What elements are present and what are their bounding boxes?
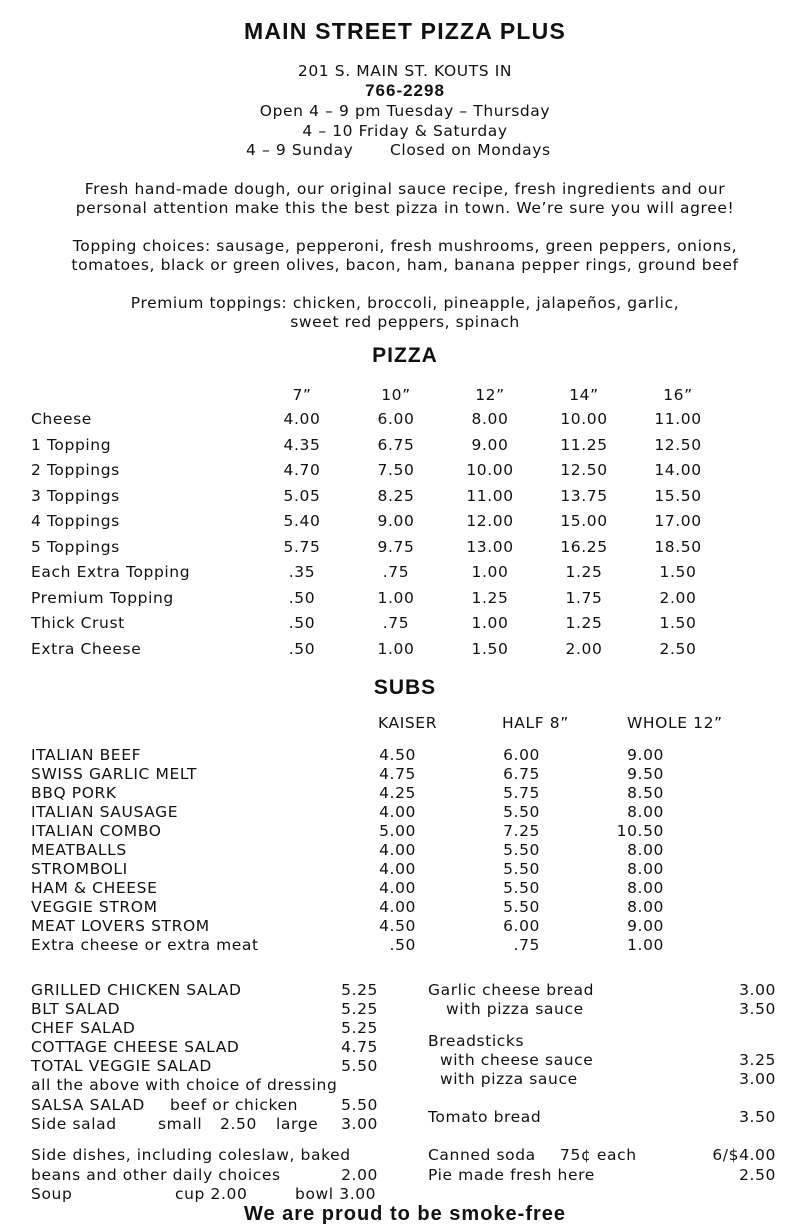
sub-row-label: ITALIAN BEEF	[31, 746, 142, 764]
pizza-row-label: 4 Toppings	[31, 512, 120, 530]
subs-extra-price-whole: 1.00	[627, 936, 664, 954]
salad-item-price: 5.25	[341, 1000, 378, 1018]
pizza-price-cell: 10.00	[560, 410, 608, 428]
garlic-bread-sauce-label: with pizza sauce	[446, 1000, 584, 1018]
sub-price-cell: 5.50	[503, 879, 540, 897]
sub-price-cell: 9.00	[627, 746, 664, 764]
pizza-price-cell: 1.75	[565, 588, 603, 607]
pizza-price-cell: 1.50	[659, 614, 697, 632]
sub-price-cell: 5.00	[379, 822, 416, 840]
pizza-price-cell: 6.75	[377, 435, 415, 454]
pizza-price-cell: 9.75	[377, 537, 415, 556]
pizza-row-label: Premium Topping	[31, 588, 174, 607]
side-salad-small: small	[158, 1115, 203, 1133]
pizza-price-cell: .35	[288, 563, 316, 581]
pizza-price-cell: 2.50	[659, 639, 697, 658]
pizza-price-cell: 1.00	[377, 588, 415, 607]
sub-price-cell: 4.50	[379, 746, 416, 764]
pizza-price-cell: 1.00	[377, 639, 415, 658]
pizza-price-cell: 16.25	[560, 537, 608, 556]
salad-item-price: 5.50	[341, 1057, 378, 1075]
pizza-price-cell: 9.00	[377, 512, 415, 530]
sub-price-cell: 4.00	[379, 860, 416, 878]
salad-item-price: 5.25	[341, 1019, 378, 1037]
salsa-salad-label: SALSA SALAD	[31, 1096, 145, 1114]
pie-price: 2.50	[739, 1166, 776, 1184]
hours-line-2: 4 – 10 Friday & Saturday	[302, 122, 508, 140]
hours-closed: Closed on Mondays	[390, 141, 551, 159]
tomato-bread-price: 3.50	[739, 1108, 776, 1126]
topping-choices-line-1: Topping choices: sausage, pepperoni, fresh mushrooms, green peppers, onions,	[72, 237, 738, 255]
sub-price-cell: 4.00	[379, 841, 416, 859]
pizza-price-cell: .50	[288, 614, 316, 632]
sub-price-cell: 10.50	[616, 822, 664, 840]
soup-bowl: bowl 3.00	[295, 1185, 377, 1203]
canned-soda-price: 6/$4.00	[712, 1146, 776, 1164]
sub-row-label: HAM & CHEESE	[31, 879, 158, 897]
pizza-row-label: Cheese	[31, 410, 92, 428]
sub-price-cell: 6.00	[503, 917, 540, 935]
breadsticks-pizza-price: 3.00	[739, 1070, 776, 1088]
sub-price-cell: 9.00	[627, 917, 664, 935]
sub-row-label: MEAT LOVERS STROM	[31, 917, 210, 935]
intro-fresh-line-1: Fresh hand-made dough, our original sauce recipe, fresh ingredients and our	[84, 180, 726, 198]
sub-row-label: MEATBALLS	[31, 841, 127, 859]
pizza-price-cell: 18.50	[654, 537, 702, 556]
pizza-price-cell: 6.00	[377, 410, 415, 428]
breadsticks-pizza-label: with pizza sauce	[440, 1070, 578, 1088]
pizza-size-header: 12”	[475, 386, 505, 404]
pizza-price-cell: .75	[382, 614, 410, 632]
hours-line-1: Open 4 – 9 pm Tuesday – Thursday	[259, 102, 551, 120]
sub-row-label: BBQ PORK	[31, 784, 117, 802]
pizza-price-cell: 2.00	[659, 588, 697, 607]
breadsticks-label: Breadsticks	[428, 1032, 525, 1050]
sub-price-cell: 6.00	[503, 746, 540, 764]
pizza-heading: PIZZA	[372, 344, 438, 367]
pizza-price-cell: 1.00	[471, 614, 509, 632]
side-salad-large-price: 3.00	[341, 1115, 378, 1133]
canned-soda-each: 75¢ each	[560, 1146, 637, 1164]
sub-price-cell: 5.75	[503, 784, 540, 802]
side-dishes-line-2: beans and other daily choices	[31, 1166, 281, 1184]
salad-item-label: CHEF SALAD	[31, 1019, 136, 1037]
dressing-note: all the above with choice of dressing	[31, 1076, 338, 1094]
breadsticks-cheese-price: 3.25	[739, 1051, 776, 1069]
premium-toppings-line-1: Premium toppings: chicken, broccoli, pineapple, jalapeños, garlic,	[130, 294, 680, 312]
sub-price-cell: 5.50	[503, 841, 540, 859]
salad-item-price: 5.25	[341, 981, 378, 999]
pizza-price-cell: 11.25	[560, 435, 608, 454]
pizza-price-cell: .50	[288, 639, 316, 658]
pizza-price-cell: 4.35	[283, 435, 321, 454]
pizza-price-cell: 12.50	[654, 435, 702, 454]
pizza-price-cell: 13.75	[560, 486, 608, 505]
pizza-price-cell: 10.00	[466, 461, 514, 479]
phone-number: 766-2298	[365, 81, 445, 100]
sub-row-label: ITALIAN SAUSAGE	[31, 803, 179, 821]
salad-item-label: BLT SALAD	[31, 1000, 121, 1018]
salad-item-label: TOTAL VEGGIE SALAD	[31, 1057, 212, 1075]
pizza-price-cell: 4.70	[283, 461, 321, 479]
tomato-bread-label: Tomato bread	[428, 1108, 542, 1126]
soup-cup: cup 2.00	[175, 1185, 248, 1203]
sub-price-cell: 8.00	[627, 898, 664, 916]
garlic-bread-price: 3.00	[739, 981, 776, 999]
pizza-row-label: 3 Toppings	[31, 486, 120, 505]
sub-price-cell: 7.25	[503, 822, 540, 840]
pizza-price-cell: 17.00	[654, 512, 702, 530]
pizza-price-cell: 1.00	[471, 563, 509, 581]
pizza-price-cell: 5.40	[283, 512, 321, 530]
premium-toppings-line-2: sweet red peppers, spinach	[290, 313, 520, 331]
sub-row-label: SWISS GARLIC MELT	[31, 765, 198, 783]
sub-price-cell: 8.00	[627, 803, 664, 821]
pizza-size-header: 10”	[381, 386, 411, 404]
pizza-price-cell: 11.00	[654, 410, 702, 428]
pizza-row-label: 2 Toppings	[31, 461, 120, 479]
sub-price-cell: 6.75	[503, 765, 540, 783]
pizza-price-cell: 11.00	[466, 486, 514, 505]
breadsticks-cheese-label: with cheese sauce	[440, 1051, 594, 1069]
pizza-price-cell: 4.00	[283, 410, 321, 428]
sub-price-cell: 8.50	[627, 784, 664, 802]
canned-soda-label: Canned soda	[428, 1146, 536, 1164]
subs-heading: SUBS	[373, 676, 437, 699]
pizza-row-label: 5 Toppings	[31, 537, 120, 556]
sub-price-cell: 4.50	[379, 917, 416, 935]
pizza-price-cell: .50	[288, 588, 316, 607]
hours-sunday: 4 – 9 Sunday	[246, 141, 354, 159]
subs-extra-price-half: .75	[513, 936, 540, 954]
pizza-price-cell: 1.25	[565, 614, 603, 632]
topping-choices-line-2: tomatoes, black or green olives, bacon, ham, banana pepper rings, ground beef	[71, 256, 739, 274]
smoke-free-footer: We are proud to be smoke-free	[243, 1203, 567, 1225]
salad-item-label: GRILLED CHICKEN SALAD	[31, 981, 242, 999]
sub-row-label: ITALIAN COMBO	[31, 822, 162, 840]
pizza-row-label: Each Extra Topping	[31, 563, 191, 581]
address: 201 S. MAIN ST. KOUTS IN	[297, 62, 513, 80]
pizza-price-cell: 12.00	[466, 512, 514, 530]
pizza-row-label: Extra Cheese	[31, 639, 142, 658]
pizza-price-cell: 1.50	[471, 639, 509, 658]
sub-price-cell: 4.00	[379, 879, 416, 897]
sub-row-label: STROMBOLI	[31, 860, 128, 878]
pizza-price-cell: .75	[382, 563, 410, 581]
side-dishes-price: 2.00	[341, 1166, 378, 1184]
pizza-price-cell: 12.50	[560, 461, 608, 479]
pizza-price-cell: 1.25	[471, 588, 509, 607]
pizza-price-cell: 1.25	[565, 563, 603, 581]
subs-extra-price-kaiser: .50	[389, 936, 416, 954]
pizza-price-cell: 1.50	[659, 563, 697, 581]
salad-item-price: 4.75	[341, 1038, 378, 1056]
sub-price-cell: 5.50	[503, 898, 540, 916]
pizza-row-label: 1 Topping	[31, 435, 112, 454]
garlic-bread-label: Garlic cheese bread	[428, 981, 595, 999]
side-salad-large: large	[276, 1115, 319, 1133]
pizza-price-cell: 14.00	[654, 461, 702, 479]
sub-price-cell: 8.00	[627, 860, 664, 878]
pizza-price-cell: 2.00	[565, 639, 603, 658]
sub-price-cell: 4.75	[379, 765, 416, 783]
subs-col-half: HALF 8”	[502, 714, 569, 732]
salad-item-label: COTTAGE CHEESE SALAD	[31, 1038, 240, 1056]
subs-col-kaiser: KAISER	[378, 714, 438, 732]
sub-price-cell: 9.50	[627, 765, 664, 783]
restaurant-name: MAIN STREET PIZZA PLUS	[244, 18, 566, 44]
sub-price-cell: 4.25	[379, 784, 416, 802]
soup-label: Soup	[31, 1185, 73, 1203]
sub-price-cell: 5.50	[503, 860, 540, 878]
side-dishes-line-1: Side dishes, including coleslaw, baked	[31, 1146, 351, 1164]
pizza-size-header: 7”	[292, 386, 312, 404]
pizza-price-cell: 13.00	[466, 537, 514, 556]
intro-fresh-line-2: personal attention make this the best pizza in town. We’re sure you will agree!	[75, 199, 735, 217]
side-salad-label: Side salad	[31, 1115, 117, 1133]
pizza-price-cell: 7.50	[377, 461, 415, 479]
pizza-size-header: 16”	[663, 386, 693, 404]
pizza-price-cell: 15.00	[560, 512, 608, 530]
sub-row-label: VEGGIE STROM	[31, 898, 158, 916]
pizza-price-cell: 15.50	[654, 486, 702, 505]
salsa-salad-price: 5.50	[341, 1096, 378, 1114]
pizza-price-cell: 9.00	[471, 435, 509, 454]
sub-price-cell: 4.00	[379, 803, 416, 821]
pizza-row-label: Thick Crust	[31, 614, 125, 632]
pie-label: Pie made fresh here	[428, 1166, 595, 1184]
side-salad-small-price: 2.50	[220, 1115, 257, 1133]
sub-price-cell: 8.00	[627, 879, 664, 897]
sub-price-cell: 8.00	[627, 841, 664, 859]
pizza-size-header: 14”	[569, 386, 599, 404]
subs-col-whole: WHOLE 12”	[627, 714, 723, 732]
pizza-price-cell: 5.05	[283, 486, 321, 505]
pizza-price-cell: 8.00	[471, 410, 509, 428]
subs-extra-label: Extra cheese or extra meat	[31, 936, 259, 954]
salsa-salad-note: beef or chicken	[170, 1096, 299, 1114]
garlic-bread-sauce-price: 3.50	[739, 1000, 776, 1018]
sub-price-cell: 5.50	[503, 803, 540, 821]
pizza-price-cell: 5.75	[283, 537, 321, 556]
sub-price-cell: 4.00	[379, 898, 416, 916]
pizza-price-cell: 8.25	[377, 486, 415, 505]
